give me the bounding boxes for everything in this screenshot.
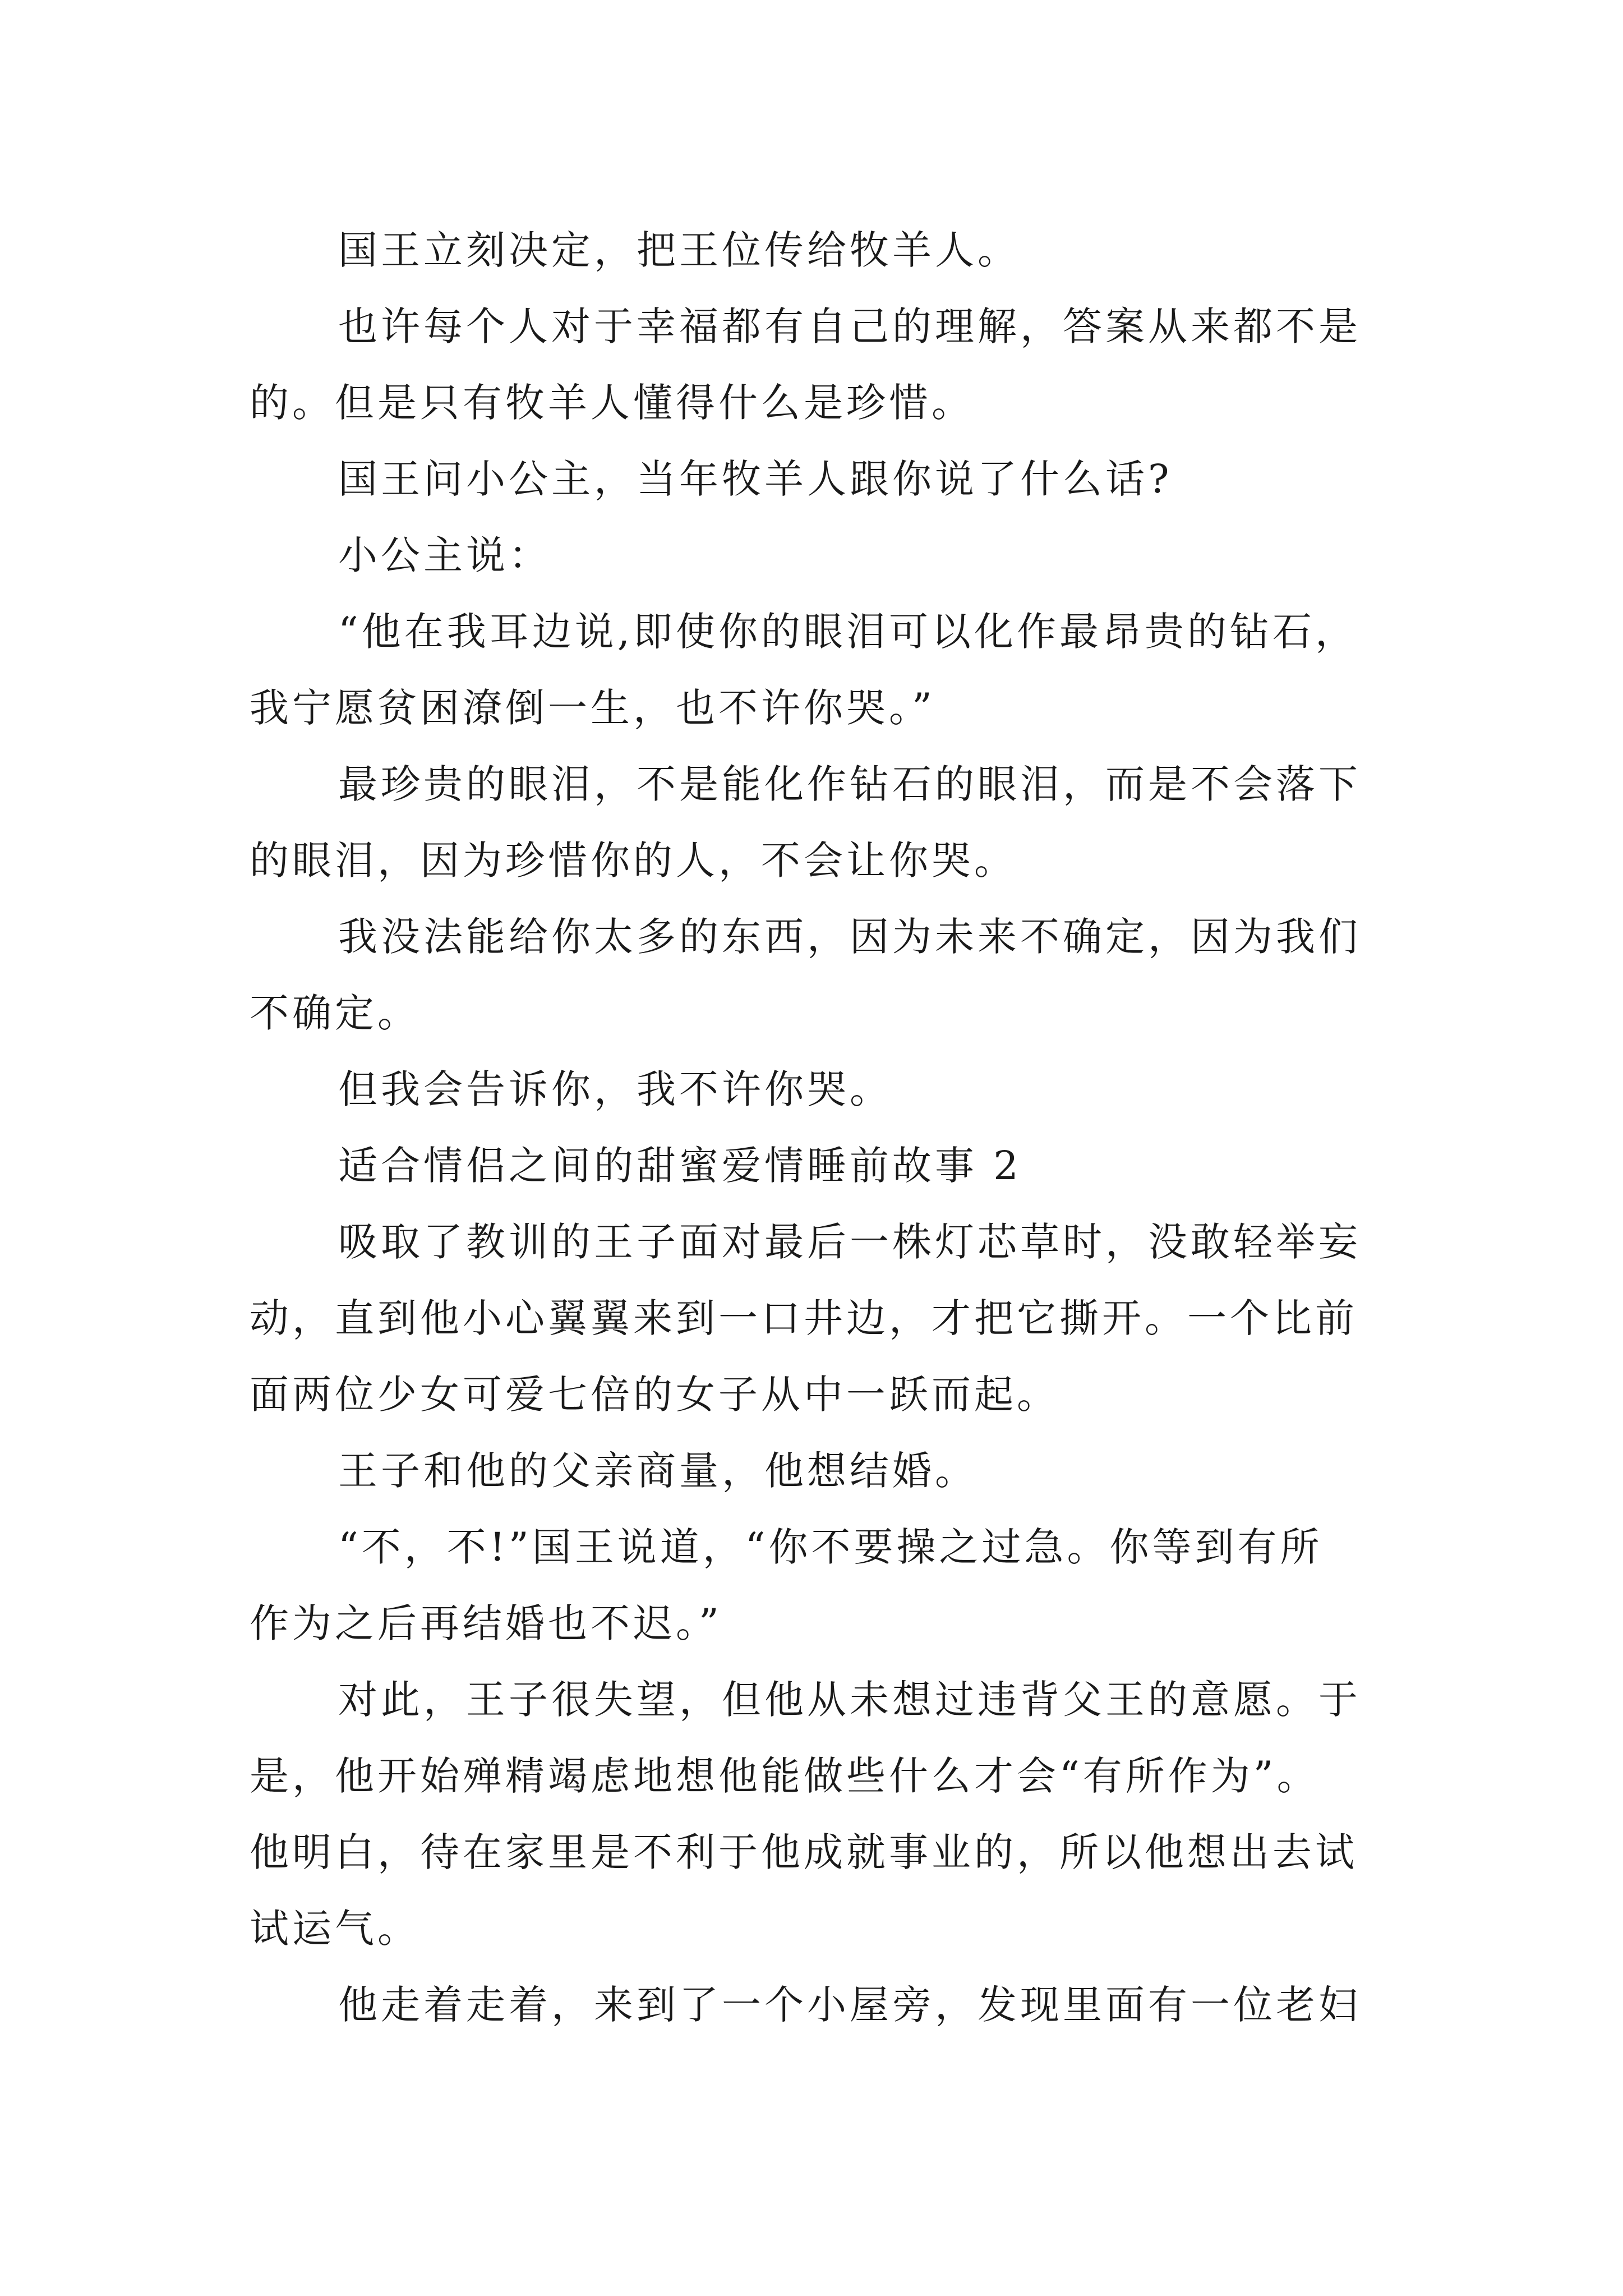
document-body xyxy=(250,212,1388,2043)
text-line: 是，他开始殚精竭虑地想他能做些什么才会“有所作为”。 xyxy=(250,1753,1320,1799)
text-line: 对此，王子很失望，但他从未想过违背父王的意愿。于 xyxy=(338,1677,1361,1723)
text-line: 他走着走着，来到了一个小屋旁，发现里面有一位老妇 xyxy=(338,1982,1361,2028)
text-line: “不，不!”国王说道，“你不要操之过急。你等到有所 xyxy=(338,1524,1323,1570)
text-line: 我宁愿贫困潦倒一生，也不许你哭。” xyxy=(250,685,935,731)
text-line: 小公主说： xyxy=(338,532,551,578)
text-line: 王子和他的父亲商量，他想结婚。 xyxy=(338,1448,978,1494)
text-line: 吸取了教训的王子面对最后一株灯芯草时，没敢轻举妄 xyxy=(338,1219,1361,1265)
text-line: 也许每个人对于幸福都有自己的理解，答案从来都不是 xyxy=(338,303,1361,349)
text-line: 适合情侣之间的甜蜜爱情睡前故事 2 xyxy=(338,1143,1022,1189)
text-line: 试运气。 xyxy=(250,1906,420,1952)
text-line: 不确定。 xyxy=(250,990,420,1036)
text-line: 国王立刻决定，把王位传给牧羊人。 xyxy=(338,227,1020,273)
text-line: 的。但是只有牧羊人懂得什么是珍惜。 xyxy=(250,380,974,426)
text-line: 的眼泪，因为珍惜你的人，不会让你哭。 xyxy=(250,838,1017,884)
text-line: 面两位少女可爱七倍的女子从中一跃而起。 xyxy=(250,1372,1059,1418)
text-line: 我没法能给你太多的东西，因为未来不确定，因为我们 xyxy=(338,914,1361,960)
text-line: 国王问小公主，当年牧羊人跟你说了什么话? xyxy=(338,456,1173,502)
text-line: 作为之后再结婚也不迟。” xyxy=(250,1600,722,1646)
text-line: 但我会告诉你，我不许你哭。 xyxy=(338,1066,892,1112)
text-line: 最珍贵的眼泪，不是能化作钻石的眼泪，而是不会落下 xyxy=(338,761,1361,807)
text-line: “他在我耳边说,即使你的眼泪可以化作最昂贵的钻石， xyxy=(338,609,1358,655)
text-line: 动，直到他小心翼翼来到一口井边，才把它撕开。一个比前 xyxy=(250,1295,1358,1341)
text-line: 他明白，待在家里是不利于他成就事业的，所以他想出去试 xyxy=(250,1829,1358,1875)
